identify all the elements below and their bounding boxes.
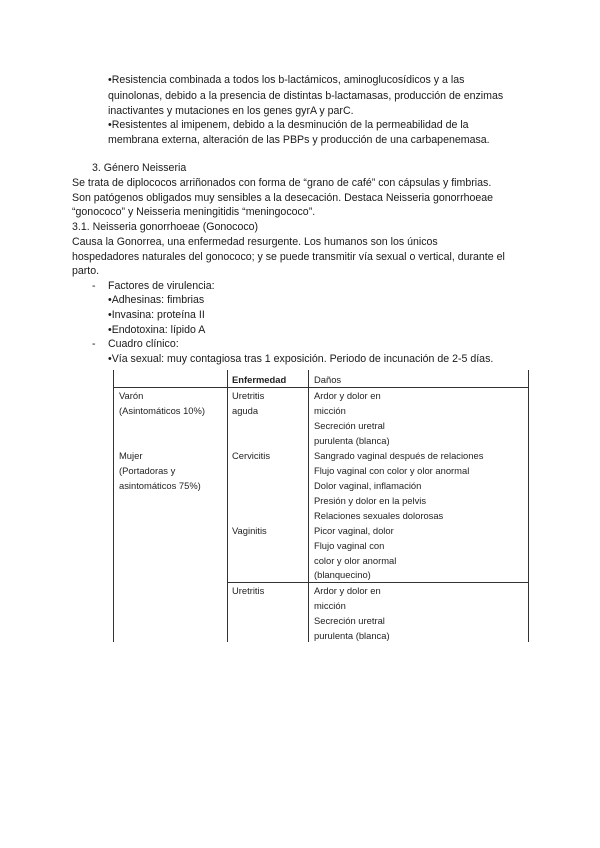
disease-uretritis-aguda-1: Uretritis <box>232 390 265 401</box>
damage-v-3: color y olor anormal <box>314 555 397 566</box>
damage-u1-2: micción <box>314 405 346 416</box>
group-varon: Varón <box>119 390 144 401</box>
virulence-item-invasina: •Invasina: proteína II <box>108 309 205 321</box>
neisseria-line-1: Se trata de diplococos arriñonados con forma de “grano de café” con cápsulas y fimbrias. <box>72 177 492 189</box>
damage-c-2: Flujo vaginal con color y olor anormal <box>314 465 470 476</box>
table-divider-col1 <box>227 370 228 642</box>
section-heading-neisseria: 3. Género Neisseria <box>92 162 187 174</box>
resistance-line-5: membrana externa, alteración de las PBPs y producción de una carbapenemasa. <box>108 134 490 146</box>
damage-v-1: Picor vaginal, dolor <box>314 525 394 536</box>
disease-vaginitis: Vaginitis <box>232 525 267 536</box>
list-dash-clinical: - <box>92 338 96 350</box>
clinical-picture-title: Cuadro clínico: <box>108 338 179 350</box>
damage-v-2: Flujo vaginal con <box>314 540 385 551</box>
gonococo-line-1: Causa la Gonorrea, una enfermedad resurgente. Los humanos son los únicos <box>72 236 438 248</box>
table-border-left <box>113 370 114 642</box>
damage-u2-4: purulenta (blanca) <box>314 630 390 641</box>
damage-u2-3: Secreción uretral <box>314 615 385 626</box>
group-varon-note: (Asintomáticos 10%) <box>119 405 205 416</box>
subsection-heading-gonococo: 3.1. Neisseria gonorrhoeae (Gonococo) <box>72 221 259 233</box>
list-dash-virulence: - <box>92 280 96 292</box>
gonococo-line-2: hospedadores naturales del gonococo; y se puede transmitir vía sexual o vertical, durante el <box>72 251 505 263</box>
group-mujer-note-1: (Portadoras y <box>119 465 176 476</box>
damage-u1-4: purulenta (blanca) <box>314 435 390 446</box>
virulence-item-adhesinas: •Adhesinas: fimbrias <box>108 294 205 306</box>
damage-u2-2: micción <box>314 600 346 611</box>
table-header-danos: Daños <box>314 374 342 385</box>
disease-uretritis-aguda-2: aguda <box>232 405 259 416</box>
damage-c-3: Dolor vaginal, inflamación <box>314 480 422 491</box>
damage-c-5: Relaciones sexuales dolorosas <box>314 510 444 521</box>
table-divider-col2 <box>308 370 309 642</box>
table-header-enfermedad: Enfermedad <box>232 374 287 385</box>
table-border-right <box>528 370 529 642</box>
damage-v-4: (blanquecino) <box>314 569 371 580</box>
resistance-line-4: •Resistentes al imipenem, debido a la desminución de la permeabilidad de la <box>108 119 469 131</box>
resistance-line-1: •Resistencia combinada a todos los b-lactámicos, aminoglucosídicos y a las <box>108 74 465 86</box>
virulence-item-endotoxina: •Endotoxina: lípido A <box>108 324 206 336</box>
damage-u2-1: Ardor y dolor en <box>314 585 381 596</box>
disease-cervicitis: Cervicitis <box>232 450 271 461</box>
neisseria-line-3: “gonococo” y Neisseria meningitidis “meningococo”. <box>72 206 316 218</box>
damage-u1-3: Secreción uretral <box>314 420 385 431</box>
neisseria-line-2: Son patógenos obligados muy sensibles a la desecación. Destaca Neisseria gonorrhoeae <box>72 192 494 204</box>
damage-c-4: Presión y dolor en la pelvis <box>314 495 427 506</box>
disease-uretritis-2: Uretritis <box>232 585 265 596</box>
clinical-item-sexual: •Vía sexual: muy contagiosa tras 1 exposición. Periodo de incunación de 2-5 días. <box>108 353 494 365</box>
group-mujer-note-2: asintomáticos 75%) <box>119 480 201 491</box>
resistance-line-3: inactivantes y mutaciones en los genes gyrA y parC. <box>108 105 354 117</box>
group-mujer: Mujer <box>119 450 143 461</box>
gonococo-line-3: parto. <box>72 265 100 277</box>
virulence-factors-title: Factores de virulencia: <box>108 280 215 292</box>
damage-c-1: Sangrado vaginal después de relaciones <box>314 450 484 461</box>
damage-u1-1: Ardor y dolor en <box>314 390 381 401</box>
resistance-line-2: quinolonas, debido a la presencia de distintas b-lactamasas, producción de enzimas <box>108 90 504 102</box>
